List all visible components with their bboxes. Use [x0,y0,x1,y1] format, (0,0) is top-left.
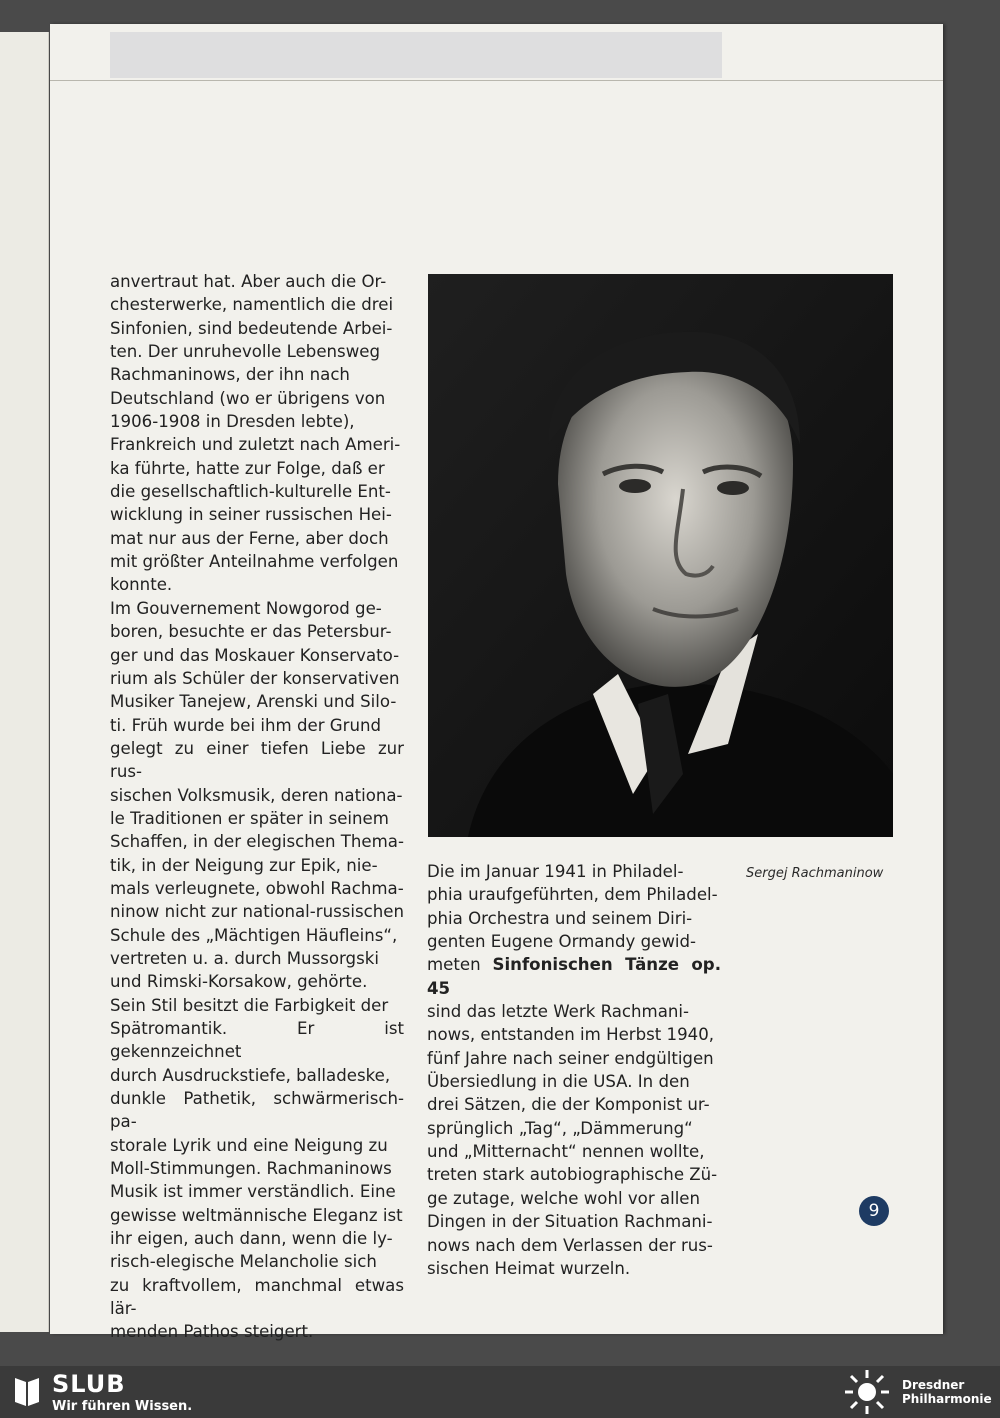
text-line: genten Eugene Ormandy gewid- [427,932,697,952]
text-line: Spätromantik. Er ist gekennzeichnet [110,1019,404,1062]
text-line: menden Pathos steigert. [110,1322,314,1342]
page-fold-line [50,80,943,81]
text-line: Deutschland (wo er übrigens von [110,388,386,408]
text-line: storale Lyrik und eine Neigung zu [110,1135,388,1155]
slub-tagline: Wir führen Wissen. [52,1399,193,1414]
text-line: sischen Heimat wurzeln. [427,1258,631,1278]
text-line: und Rimski-Korsakow, gehörte. [110,972,368,992]
text-line: risch-elegische Melancholie sich [110,1252,377,1272]
text-line: 1906-1908 in Dresden lebte), [110,412,355,432]
text-line: die gesellschaftlich-kulturelle Ent- [110,482,391,502]
text-line: gewisse weltmännische Eleganz ist [110,1205,403,1225]
text-line: ge zutage, welche wohl vor allen [427,1188,701,1208]
text-line: Musiker Tanejew, Arenski und Silo- [110,692,397,712]
text-line: sprünglich „Tag“, „Dämmerung“ [427,1118,693,1138]
text-line: mit größter Anteilnahme verfolgen [110,552,399,572]
text-line: Dingen in der Situation Rachmani- [427,1212,713,1232]
text-line: fünf Jahre nach seiner endgültigen [427,1048,714,1068]
text-line: rium als Schüler der konservativen [110,668,400,688]
text-line: mat nur aus der Ferne, aber doch [110,528,389,548]
text-line: ka führte, hatte zur Folge, daß er [110,458,385,478]
text-line: vertreten u. a. durch Mussorgski [110,948,379,968]
show-through-block [110,32,722,78]
text-line: boren, besuchte er das Petersbur- [110,622,392,642]
text-line: wicklung in seiner russischen Hei- [110,505,392,525]
portrait-photo [428,274,893,837]
text-line: sind das letzte Werk Rachmani- [427,1002,689,1022]
text-line: konnte. [110,575,173,595]
text-line: Im Gouvernement Nowgorod ge- [110,598,382,618]
text-line: Sinfonien, sind bedeutende Arbei- [110,318,393,338]
text-line [427,953,721,1000]
text-line: phia Orchestra und seinem Diri- [427,908,693,928]
text-line: tik, in der Neigung zur Epik, nie- [110,855,378,875]
text-line: Schule des „Mächtigen Häufleins“, [110,925,398,945]
slub-book-icon[interactable] [12,1374,42,1408]
text-line: Übersiedlung in die USA. In den [427,1072,690,1092]
text-line: Sein Stil besitzt die Farbigkeit der [110,995,389,1015]
text-line: Rachmaninows, der ihn nach [110,365,350,385]
previous-page-edge [0,32,49,1332]
partner-name-line: Dresdner [902,1378,965,1392]
text-line: ninow nicht zur national-russischen [110,902,405,922]
text-line: nows nach dem Verlassen der rus- [427,1235,713,1255]
text-line: mals verleugnete, obwohl Rachma- [110,878,404,898]
text-line: Musik ist immer verständlich. Eine [110,1182,396,1202]
text-line: sischen Volksmusik, deren nationa- [110,785,403,805]
text-line: dunkle Pathetik, schwärmerisch-pa- [110,1089,404,1132]
text-line: le Traditionen er später in seinem [110,808,389,828]
text-line: Die im Januar 1941 in Philadel- [427,862,684,881]
text-line: gelegt zu einer tiefen Liebe zur rus- [110,738,404,782]
left-text-column [110,270,404,1344]
work-title: Sinfonischen Tänze op. 45 [427,955,721,998]
brochure-page [50,24,943,1342]
dresdner-philharmonie-logo-icon[interactable] [842,1368,892,1416]
text-line: ger und das Moskauer Konservato- [110,645,400,665]
right-text-column [427,860,721,1280]
text-line: Frankreich und zuletzt nach Ameri- [110,435,401,455]
text-line: ten. Der unruhevolle Lebensweg [110,342,381,362]
text-line: Moll-Stimmungen. Rachmaninows [110,1159,392,1179]
text-line: nows, entstanden im Herbst 1940, [427,1025,715,1045]
text-line: zu kraftvollem, manchmal etwas lär- [110,1275,404,1319]
text-line: chesterwerke, namentlich die drei [110,295,394,315]
photo-caption: Sergej Rachmaninow [746,866,884,881]
text-line: durch Ausdruckstiefe, balladeske, [110,1065,391,1085]
slub-wordmark[interactable]: SLUB [52,1370,126,1398]
text-line: ti. Früh wurde bei ihm der Grund [110,715,382,735]
text-line: phia uraufgeführten, dem Philadel- [427,885,718,905]
dresdner-philharmonie-name[interactable] [902,1378,992,1406]
text-line: Schaffen, in der elegischen Thema- [110,832,404,852]
page-number-badge: 9 [859,1196,889,1226]
text-line: drei Sätzen, die der Komponist ur- [427,1095,710,1115]
portrait-illustration [428,274,893,837]
footer-bar [0,1366,1000,1418]
text-line: anvertraut hat. Aber auch die Or- [110,272,387,291]
text-line: ihr eigen, auch dann, wenn die ly- [110,1229,393,1249]
text-line: und „Mitternacht“ nennen wollte, [427,1142,705,1162]
text-line: treten stark autobiographische Zü- [427,1165,718,1185]
partner-name-line: Philharmonie [902,1392,992,1406]
text-fragment: meten [427,955,493,975]
